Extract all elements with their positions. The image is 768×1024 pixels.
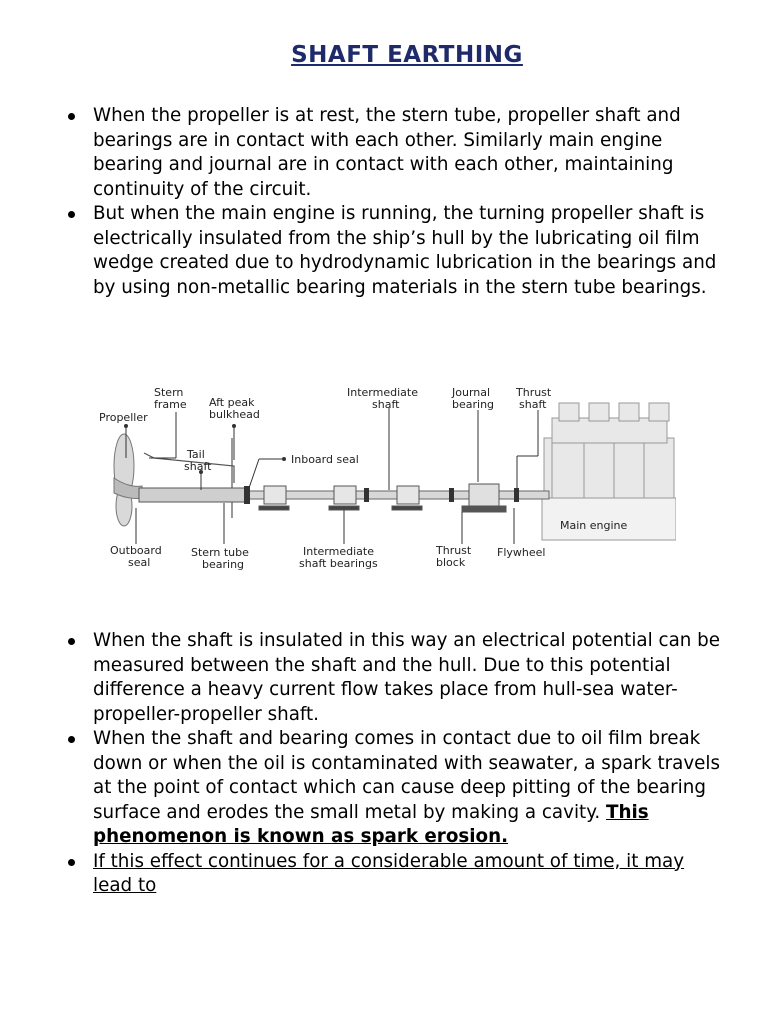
label-aft-peak-bulkhead: Aft peak <box>209 396 255 409</box>
list-item <box>65 850 725 899</box>
list-item: But when the main engine is running, the turning propeller shaft is electrically insulated from the ship’s hull by the lubricating oil film wedge created due to hydrodynamic lubrication in the bearings and by using non-metallic bearing materials in the stern tube bearings. <box>65 202 725 300</box>
label-stern-tube-bearing: bearing <box>202 558 245 571</box>
list-item-text: When the shaft and bearing comes in contact due to oil film break down or when the oil is contaminated with seawater, a spark travels at the point of contact which can cause deep pitting of the bearing surface and erodes the small metal by making a cavity. <box>93 728 721 823</box>
spark-erosion-emphasis: This phenomenon is known as spark erosion. <box>93 801 649 847</box>
label-thrust-block: block <box>436 556 466 569</box>
page-title: SHAFT EARTHING <box>291 42 523 68</box>
label-aft-peak-bulkhead: bulkhead <box>209 408 260 421</box>
label-inboard-seal: Inboard seal <box>291 453 359 466</box>
label-thrust-shaft: Thrust <box>516 386 552 399</box>
bullet-list-bottom <box>65 629 725 899</box>
label-tail-shaft: Tail <box>187 448 205 461</box>
list-item-text: If this effect continues for a considerable amount of time, it may lead to <box>93 850 685 896</box>
label-thrust-shaft: shaft <box>519 398 547 411</box>
label-stern-frame: frame <box>154 398 187 411</box>
intermediate-bearings-graphic <box>259 486 422 510</box>
label-outboard-seal: Outboard <box>110 544 162 557</box>
label-intermediate-shaft: shaft <box>372 398 400 411</box>
label-thrust-block: Thrust <box>436 544 472 557</box>
label-intermediate-shaft-bearings: Intermediate <box>303 545 374 558</box>
label-journal-bearing: bearing <box>452 398 495 411</box>
shaft-line-diagram <box>94 348 676 610</box>
label-journal-bearing: Journal <box>452 386 491 399</box>
label-stern-frame: Stern <box>154 386 184 399</box>
label-stern-tube-bearing: Stern tube <box>191 546 249 559</box>
thrust-block-graphic <box>462 484 506 512</box>
label-intermediate-shaft-bearings: shaft bearings <box>299 557 378 570</box>
list-item: When the propeller is at rest, the stern tube, propeller shaft and bearings are in contact with each other. Similarly main engine bearing and journal are in contact with each other, maintaining continuity of the circuit. <box>65 104 725 202</box>
label-flywheel: Flywheel <box>497 546 546 559</box>
label-propeller: Propeller <box>99 411 148 424</box>
list-item: When the shaft is insulated in this way an electrical potential can be measured between the shaft and the hull. Due to this potential difference a heavy current flow takes place from hull-sea water-propeller-propeller shaft. <box>65 629 725 727</box>
bullet-list-top <box>65 104 725 300</box>
label-main-engine: Main engine <box>560 519 628 532</box>
label-outboard-seal: seal <box>128 556 151 569</box>
label-tail-shaft: shaft <box>184 460 212 473</box>
list-item <box>65 727 725 850</box>
label-intermediate-shaft: Intermediate <box>347 386 418 399</box>
